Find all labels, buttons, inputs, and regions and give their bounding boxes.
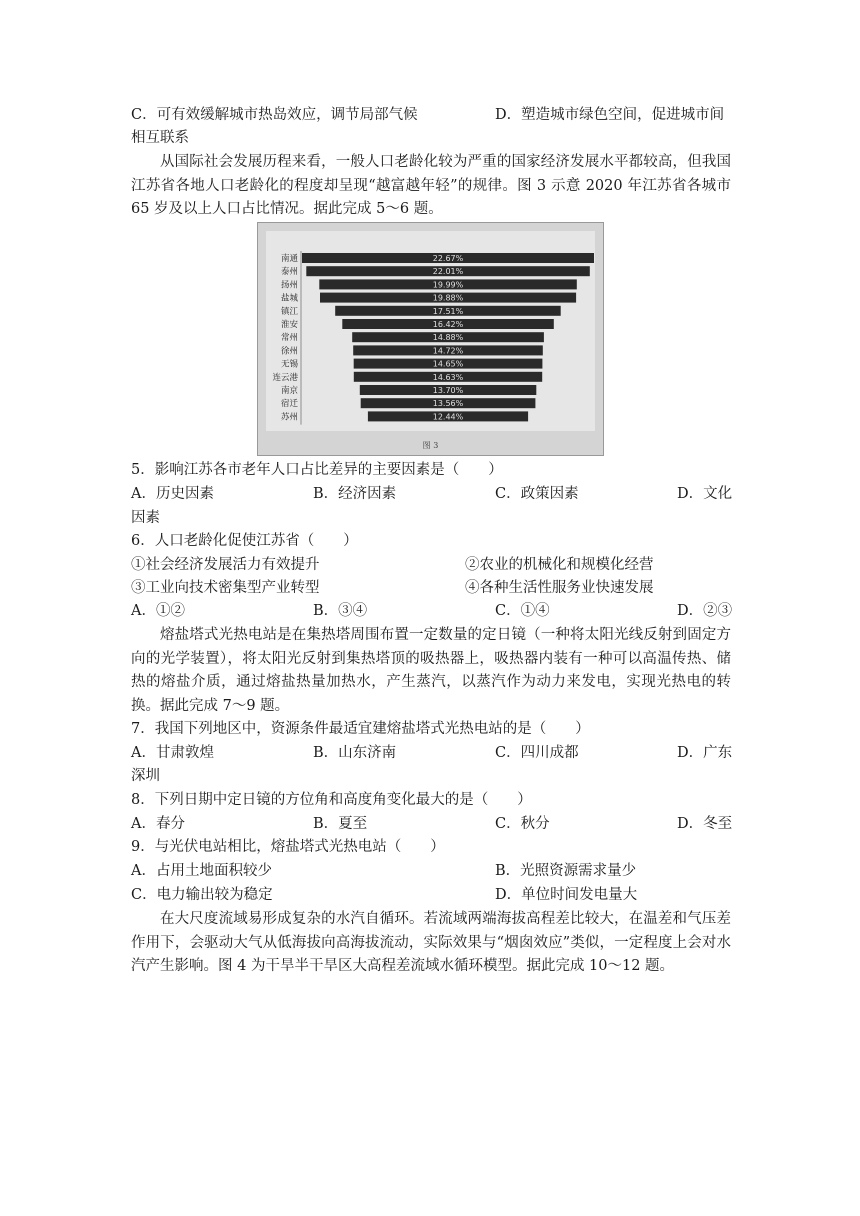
figure-3 (257, 222, 604, 456)
bar-value-label: 14.88% (432, 333, 464, 343)
passage-solar-text: 熔盐塔式光热电站是在集热塔周围布置一定数量的定日镜（一种将太阳光线反射到固定方向的光学装置），将太阳光反射到集热塔顶的吸热器上，吸热器内装有一种可以高温传热、储热的熔盐介质，通过熔盐热量加热水，产生蒸汽，以蒸汽作为动力来发电，实现光热电的转换。据此完成 7～9 题。 (131, 627, 731, 714)
q5-stem: 5．影响江苏各市老年人口占比差异的主要因素是（ ） (131, 462, 503, 478)
q8-option-d: D．冬至 (677, 816, 733, 832)
q9-option-b: B．光照资源需求量少 (495, 863, 637, 879)
q8-option-b: B．夏至 (313, 816, 368, 832)
q7-option-b: B．山东济南 (313, 745, 397, 761)
passage-solar (131, 624, 731, 718)
q6-statement-4: ④各种生活性服务业快速发展 (465, 580, 654, 596)
bar-value-label: 19.88% (432, 293, 464, 303)
q7-option-d-wrap: 深圳 (131, 768, 160, 784)
category-label: 镇江 (280, 306, 298, 317)
category-label: 南通 (280, 254, 298, 264)
q8-option-a: A．春分 (131, 816, 185, 832)
q4-option-d: D．塑造城市绿色空间，促进城市间 (495, 107, 725, 123)
bar-value-label: 22.67% (432, 254, 464, 263)
q5-option-a: A．历史因素 (131, 486, 214, 502)
category-label: 南京 (280, 386, 298, 396)
category-label: 连云港 (272, 372, 298, 383)
category-label: 苏州 (280, 412, 298, 423)
bar-value-label: 12.44% (432, 412, 464, 422)
q6-option-c: C．①④ (495, 603, 550, 619)
bar-value-label: 13.70% (432, 386, 464, 395)
passage-aging-text: 从国际社会发展历程来看，一般人口老龄化较为严重的国家经济发展水平都较高，但我国江苏省各地人口老龄化的程度却呈现“越富越年轻”的规律。图 3 示意 2020 年江苏省各城市 65 岁及以上人口占比情况。据此完成 5～6 题。 (131, 154, 731, 217)
category-label: 徐州 (280, 346, 298, 357)
bar-value-label: 19.99% (432, 280, 464, 290)
q5-option-d: D．文化 (677, 486, 733, 502)
figure-3-caption: 图 3 (422, 441, 439, 450)
bar-value-label: 22.01% (432, 267, 464, 277)
category-label: 常州 (280, 333, 298, 344)
figure-3-chart (258, 223, 604, 456)
q6-option-a: A．①② (131, 603, 185, 619)
category-label: 泰州 (280, 267, 298, 278)
q9-option-a: A．占用土地面积较少 (131, 863, 272, 879)
q4-option-c: C．可有效缓解城市热岛效应，调节局部气候 (131, 107, 418, 123)
bar-value-label: 13.56% (432, 399, 464, 409)
passage-watercycle-text: 在大尺度流域易形成复杂的水汽自循环。若流域两端海拔高程差比较大，在温差和气压差作用下，会驱动大气从低海拔向高海拔流动，实际效果与“烟囱效应”类似，一定程度上会对水汽产生影响。图 4 为干旱半干旱区大高程差流域水循环模型。据此完成 10～12 题。 (131, 911, 731, 974)
category-label: 扬州 (280, 280, 298, 291)
passage-aging (131, 151, 731, 222)
q4-option-d-wrap: 相互联系 (131, 130, 189, 146)
q7-option-a: A．甘肃敦煌 (131, 745, 214, 761)
q6-statement-1: ①社会经济发展活力有效提升 (131, 557, 320, 573)
q9-stem: 9．与光伏电站相比，熔盐塔式光热电站（ ） (131, 839, 445, 855)
bar-value-label: 14.63% (432, 372, 464, 382)
passage-watercycle (131, 908, 731, 979)
q6-stem: 6．人口老龄化促使江苏省（ ） (131, 533, 358, 549)
q7-option-c: C．四川成都 (495, 745, 579, 761)
q5-option-b: B．经济因素 (313, 486, 397, 502)
bar-value-label: 14.72% (432, 346, 464, 356)
q8-stem: 8．下列日期中定日镜的方位角和高度角变化最大的是（ ） (131, 792, 532, 808)
q9-option-d: D．单位时间发电量大 (495, 887, 638, 903)
bar-value-label: 16.42% (432, 320, 464, 329)
q9-option-c: C．电力输出较为稳定 (131, 887, 273, 903)
category-label: 淮安 (280, 320, 298, 330)
q7-option-d: D．广东 (677, 745, 733, 761)
q6-option-d: D．②③ (677, 603, 733, 619)
q7-stem: 7．我国下列地区中，资源条件最适宜建熔盐塔式光热电站的是（ ） (131, 721, 590, 737)
q8-option-c: C．秋分 (495, 816, 550, 832)
category-label: 无锡 (280, 359, 298, 370)
q6-option-b: B．③④ (313, 603, 368, 619)
category-label: 盐城 (280, 293, 298, 304)
q6-statement-3: ③工业向技术密集型产业转型 (131, 580, 320, 596)
bar-value-label: 14.65% (432, 359, 464, 369)
bar-value-label: 17.51% (432, 306, 464, 316)
q5-option-d-wrap: 因素 (131, 510, 160, 526)
q5-option-c: C．政策因素 (495, 486, 579, 502)
category-label: 宿迁 (280, 399, 298, 410)
q6-statement-2: ②农业的机械化和规模化经营 (465, 557, 654, 573)
